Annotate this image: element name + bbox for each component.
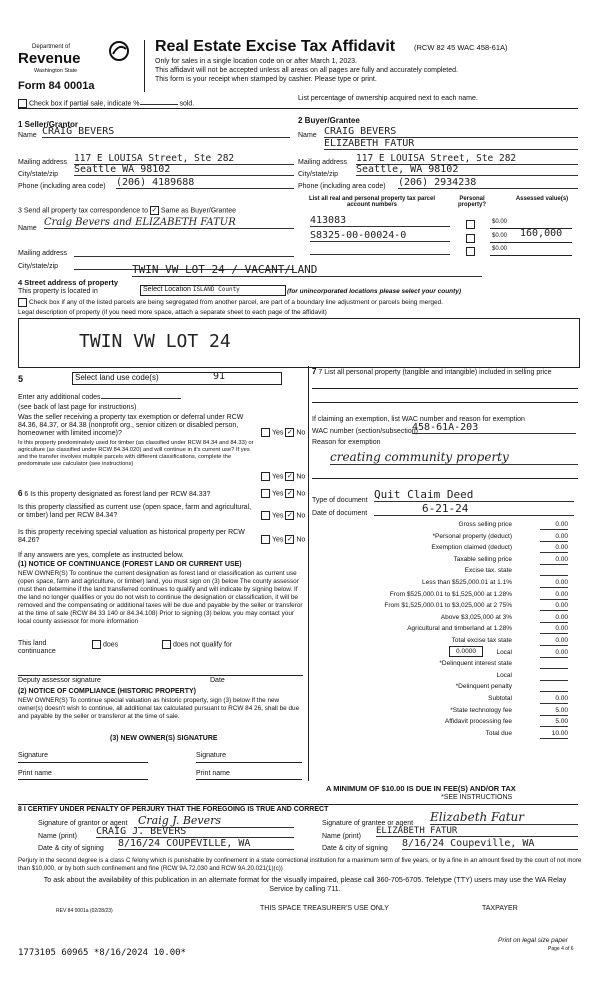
calc-row-value[interactable]: 0.00 <box>540 533 568 542</box>
forest-question: 6 6 Is this property designated as forest land per RCW 84.33? <box>18 489 211 498</box>
owner-print-label-2: Print name <box>196 770 230 777</box>
buyer-heading: 2 Buyer/Grantee <box>298 116 360 125</box>
dept-line1: Department of <box>32 44 71 50</box>
tax-corr-name-field[interactable]: Craig Bevers and ELIZABETH FATUR <box>44 217 294 229</box>
exemption-yes-checkbox[interactable] <box>261 428 270 437</box>
tax-corr-name-label: Name <box>18 225 37 232</box>
calc-row-value[interactable]: 0.00 <box>540 579 568 588</box>
personal-checkbox-1[interactable] <box>466 220 475 229</box>
legal-description-box[interactable] <box>18 318 580 368</box>
owner-signature-label-2: Signature <box>196 752 226 759</box>
doc-date-label: Date of document <box>312 510 368 517</box>
land-use-select[interactable]: Select land use code(s) 91 <box>72 372 282 385</box>
calc-row-value[interactable] <box>540 683 568 692</box>
notice2-text: NEW OWNER(S) To continue special valuation as historic property, sign (3) below If the new owner(s) doesn't wish to continue, all additional tax calculated pursuant to RCW 84 26, shall be due and payable by the seller or transferor at the time of sale. <box>18 697 300 720</box>
calc-row-value[interactable]: 0.00 <box>540 544 568 553</box>
calc-row-label: Less than $525,000.01 at 1.1% <box>422 579 512 586</box>
revision: REV 84 0001a (02/28/23) <box>56 908 113 914</box>
buyer-city-label: City/state/zip <box>298 171 339 178</box>
sec5-num: 5 <box>18 374 24 384</box>
calc-row-label: *Delinquent penalty <box>455 683 512 690</box>
calc-row-value[interactable]: 5.00 <box>540 707 568 716</box>
calc-row-label: Taxable selling price <box>453 556 512 563</box>
grantee-date[interactable]: 8/16/24 Coupeville, WA <box>402 838 578 850</box>
deputy-date-label: Date <box>210 677 225 684</box>
sec7-label: 7 7 List all personal property (tangible and intangible) included in selling price <box>312 367 552 376</box>
calc-row-label: Subtotal <box>488 695 512 702</box>
street-label: 4 Street address of property <box>18 278 119 287</box>
grantee-sig-label: Signature of grantee or agent <box>322 820 414 827</box>
forest-yes-checkbox[interactable] <box>261 489 270 498</box>
calc-row-label: *Delinquent interest state <box>439 660 512 667</box>
treasurer-use: THIS SPACE TREASURER'S USE ONLY <box>260 905 389 912</box>
personal-col-header: Personal property? <box>457 196 486 208</box>
seller-city-field[interactable]: Seattle WA 98102 <box>74 164 294 176</box>
buyer-addr-field[interactable]: 117 E LOUISA Street, Ste 282 <box>356 153 578 165</box>
timber-question: Is this property predominately used for timber (as classified under RCW 84.34 and 84.33) or agriculture (as classified under RCW 84.34.020) and will continue in it's current use? If yes and the transfer involves multiple parcels with different classifications, complete the predominate use calculator (see instructions) <box>18 440 254 467</box>
current-use-yes-no: Yes ✓ No <box>261 511 305 520</box>
grantee-signature[interactable]: Elizabeth Fatur <box>430 810 578 825</box>
segregated-row: Check box if any of the listed parcels are being segregated from another parcel, are part of a boundary line adjustment or parcels being merged. <box>18 298 443 307</box>
parcel-col-header: List all real and personal property tax parcel account numbers <box>308 196 436 208</box>
buyer-phone-field[interactable]: (206) 2934238 <box>398 177 578 189</box>
exempt-label: If claiming an exemption, list WAC number and reason for exemption <box>312 416 525 423</box>
segregated-checkbox[interactable] <box>18 298 27 307</box>
parcel-2[interactable]: S8325-00-00024-0 <box>310 230 450 242</box>
location-select[interactable]: Select Location ISLAND County <box>140 285 286 296</box>
owner-print-label-1: Print name <box>18 770 52 777</box>
grantor-name[interactable]: CRAIG J. BEVERS <box>96 826 294 838</box>
assessed-value-1[interactable]: $0.00 <box>492 219 508 225</box>
notice1-text: NEW OWNER(S) To continue the current designation as forest land or classification as current use (open space, farm and agriculture, or timber) land, you must sign on (3) below The county assessor must then determine if the land transferred continues to qualify and will indicate by signing below. If the land no longer qualifies or you do not wish to continue the designation or classification, it will be removed and the compensating or additional taxes will be due and payable by the seller or transferor at the time of sale (RCW 84 33 140 or 84.34.108) Prior to signing (3) below, you may contact your local county assessor for more information <box>18 570 303 625</box>
tax-corr-row: 3 Send all property tax correspondence to ✓ Same as Buyer/Grantee <box>18 207 237 215</box>
grantee-date-label: Date & city of signing <box>322 845 388 852</box>
wac-field[interactable]: 458-61A-203 <box>412 422 576 434</box>
calc-row-label: Above $3,025,000 at 3% <box>440 614 512 621</box>
same-as-buyer-checkbox[interactable]: ✓ <box>151 207 158 214</box>
calc-row-value[interactable]: 5.00 <box>540 718 568 727</box>
see-back-note: (see back of last page for instructions) <box>18 404 137 411</box>
legal-paper-note: Print on legal size paper <box>498 937 568 944</box>
calc-row-value[interactable] <box>540 660 568 669</box>
perjury-notice: Perjury in the second degree is a class C felony which is punishable by confinement in a state correctional institution for a maximum term of five years, or by a fine in an amount fixed by the court of not more than $10,000, or by both such confinement and fine (RCW 9A.72.030 and RCW 9A.20.021(1)(c)) <box>18 857 582 872</box>
unincorp-note: (for unincorporated locations please select your county) <box>287 288 462 295</box>
historic-yes-no: Yes ✓ No <box>261 535 305 544</box>
calc-row-label: Excise tax. state <box>464 567 512 574</box>
buyer-name-label: Name <box>298 132 317 139</box>
grantee-name[interactable]: ELIZABETH FATUR <box>376 826 578 837</box>
seller-name-field[interactable]: CRAIG BEVERS <box>42 126 290 138</box>
dept-logo-text: Revenue <box>18 50 81 67</box>
revenue-logo-icon <box>108 40 130 64</box>
seller-phone-field[interactable]: (206) 4189688 <box>116 177 294 189</box>
grantee-name-label: Name (print) <box>322 833 361 840</box>
grantor-date[interactable]: 8/16/24 COUPEVILLE, WA <box>118 838 294 850</box>
tax-corr-city-label: City/state/zip <box>18 263 59 270</box>
current-use-yes-checkbox[interactable] <box>261 511 270 520</box>
deputy-signature-label: Deputy assessor signature <box>18 677 101 684</box>
assessed-value-2-handwritten: 160,000 <box>520 228 563 239</box>
legal-description-text: TWIN VW LOT 24 <box>79 331 231 352</box>
calc-row-label: From $1,525,000.01 to $3,025,000 at 2 75% <box>384 602 512 609</box>
calc-row-label: Local <box>496 649 512 656</box>
header-sub2: This affidavit will not be accepted unless all areas on all pages are fully and accurately completed. <box>155 67 458 74</box>
does-not-checkbox[interactable] <box>162 640 171 649</box>
calc-row-value[interactable] <box>540 672 568 681</box>
calc-row-value[interactable]: 0.00 <box>540 556 568 565</box>
parcel-3[interactable] <box>310 254 450 255</box>
calc-row-value[interactable]: 0.00 <box>540 695 568 704</box>
parcel-1[interactable]: 413083 <box>310 215 450 227</box>
exemption-question: Was the seller receiving a property tax exemption or deferral under RCW 84.36, 84.37, or 84.38 (nonprofit org., senior citizen or disabled person, homeowner with limited income)? <box>18 414 244 437</box>
if-any-yes: If any answers are yes, complete as instructed below. <box>18 552 184 559</box>
calc-row-label: Total excise tax state <box>451 637 512 644</box>
doc-type-field[interactable]: Quit Claim Deed <box>374 488 574 502</box>
recording-stamp: 1773105 60965 *8/16/2024 10.00* <box>18 948 186 958</box>
calc-row-label: Exemption claimed (deduct) <box>431 544 512 551</box>
taxpayer-label: TAXPAYER <box>482 905 518 912</box>
calc-row-label: Agricultural and timberland at 1.28% <box>407 625 512 632</box>
calc-row-value[interactable] <box>540 567 568 576</box>
calc-row-value[interactable]: 0.00 <box>540 637 568 646</box>
seller-phone-label: Phone (including area code) <box>18 183 106 190</box>
assessed-value-3[interactable]: $0.00 <box>492 246 508 252</box>
form-number: Form 84 0001a <box>18 80 95 92</box>
dept-line2: Washington State <box>34 68 78 74</box>
exemption-yes-no: Yes ✓ No <box>261 428 305 437</box>
assessed-value-2[interactable]: $0.00 <box>492 233 508 239</box>
see-instructions: *SEE INSTRUCTIONS <box>441 794 513 801</box>
does-not-option: does not qualify for <box>162 640 232 649</box>
calc-row-value[interactable]: 0.00 <box>540 649 568 658</box>
local-rate-box[interactable]: 0.0000 <box>449 646 483 657</box>
notice1-title: (1) NOTICE OF CONTINUANCE (FOREST LAND OR CURRENT USE) <box>18 561 242 568</box>
timber-yes-no: Yes ✓ No <box>261 472 305 481</box>
minimum-notice: A MINIMUM OF $10.00 IS DUE IN FEE(S) AND/OR TAX <box>326 784 516 793</box>
header-sub3: This form is your receipt when stamped by cashier. Please type or print. <box>155 76 377 83</box>
this-land-label: This land continuance <box>18 640 56 655</box>
reason-field[interactable]: creating community property <box>330 450 578 465</box>
historic-no-checkbox[interactable]: ✓ <box>286 536 293 543</box>
grantor-sig-label: Signature of grantor or agent <box>38 820 128 827</box>
calc-row-label: Total due <box>485 730 512 737</box>
owner-signature-label-1: Signature <box>18 752 48 759</box>
forest-no-checkbox[interactable]: ✓ <box>286 490 293 497</box>
additional-codes-label: Enter any additional codes <box>18 394 181 401</box>
calc-row-value[interactable]: 10.00 <box>540 730 568 739</box>
personal-checkbox-2[interactable] <box>466 234 475 243</box>
calc-row-label: From $525,000.01 to $1,525,000 at 1.28% <box>389 591 512 598</box>
partial-sale-checkbox[interactable] <box>18 99 27 108</box>
seller-heading: 1 Seller/Grantor <box>18 120 79 129</box>
header-sub1: Only for sales in a single location code on or after March 1, 2023. <box>155 58 357 65</box>
calc-row-label: Gross selling price <box>458 521 512 528</box>
alt-format-notice: To ask about the availability of this publication in an alternate format for the visually impaired, please call 360-705-6705. Teletype (TTY) users may use the WA Relay Service by calling 711. <box>43 875 567 893</box>
page-number: Page 4 of 6 <box>548 946 574 952</box>
historic-question: Is this property receiving special valuation as historical property per RCW 84.26? <box>18 529 245 544</box>
doc-type-label: Type of document <box>312 497 368 504</box>
current-use-no-checkbox[interactable]: ✓ <box>286 512 293 519</box>
calc-row-label: *Personal property (deduct) <box>432 533 512 540</box>
buyer-city-field[interactable]: Seattle, WA 98102 <box>356 164 578 176</box>
seller-name-row: Name <box>18 132 37 139</box>
calc-row-value[interactable]: 0.00 <box>540 521 568 530</box>
calc-row-value[interactable]: 0.00 <box>540 614 568 623</box>
historic-yes-checkbox[interactable] <box>261 535 270 544</box>
forest-yes-no: Yes ✓ No <box>261 489 305 498</box>
timber-yes-checkbox[interactable] <box>261 472 270 481</box>
tax-corr-addr-label: Mailing address <box>18 250 68 257</box>
legal-label: Legal description of property (if you need more space, attach a separate sheet to each page of the affidavit) <box>18 309 327 316</box>
ownership-note: List percentage of ownership acquired next to each name. <box>298 95 478 102</box>
tax-corr-addr-field[interactable] <box>74 256 294 257</box>
current-use-question: Is this property classified as current use (open space, farm and agricultural, or timber) land per RCW 84.34? <box>18 504 252 519</box>
doc-date-field[interactable]: 6-21-24 <box>374 502 574 516</box>
partial-sale-row: Check box if partial sale, indicate % sold. <box>18 99 194 108</box>
seller-city-label: City/state/zip <box>18 171 59 178</box>
seller-addr-label: Mailing address <box>18 159 68 166</box>
calc-row-value[interactable]: 0.00 <box>540 591 568 600</box>
wac-label: WAC number (section/subsection) <box>312 428 418 435</box>
reason-label: Reason for exemption <box>312 439 381 446</box>
timber-no-checkbox[interactable]: ✓ <box>286 473 293 480</box>
calc-row-value[interactable]: 0.00 <box>540 625 568 634</box>
calc-row-value[interactable]: 0.00 <box>540 602 568 611</box>
form-rcw: (RCW 82 45 WAC 458-61A) <box>414 43 508 52</box>
calc-row-label: Affidavit processing fee <box>444 718 512 725</box>
grantor-date-label: Date & city of signing <box>38 845 104 852</box>
calc-row-label: *State technology fee <box>450 707 512 714</box>
calc-row-label: Local <box>496 672 512 679</box>
certify-statement: 8 I CERTIFY UNDER PENALTY OF PERJURY THAT THE FOREGOING IS TRUE AND CORRECT <box>18 806 329 813</box>
located-label: This property is located in <box>18 288 98 295</box>
buyer-addr-label: Mailing address <box>298 159 348 166</box>
buyer-name1-field[interactable]: CRAIG BEVERS <box>324 126 578 138</box>
grantor-signature[interactable]: Craig J. Bevers <box>138 814 294 828</box>
assessed-col-header: Assessed value(s) <box>515 196 569 202</box>
form-title: Real Estate Excise Tax Affidavit <box>155 38 396 55</box>
buyer-name2-field[interactable]: ELIZABETH FATUR <box>324 138 578 150</box>
notice2-title: (2) NOTICE OF COMPLIANCE (HISTORIC PROPERTY) <box>18 688 196 695</box>
buyer-phone-label: Phone (including area code) <box>298 183 386 190</box>
street-field[interactable]: TWIN VW LOT 24 / VACANT/LAND <box>132 263 482 277</box>
notice3-title: (3) NEW OWNER(S) SIGNATURE <box>110 735 218 742</box>
does-option: does <box>92 640 118 649</box>
seller-addr-field[interactable]: 117 E LOUISA Street, Ste 282 <box>74 153 294 165</box>
personal-checkbox-3[interactable] <box>466 247 475 256</box>
does-checkbox[interactable] <box>92 640 101 649</box>
exemption-no-checkbox[interactable]: ✓ <box>286 429 293 436</box>
grantor-name-label: Name (print) <box>38 833 77 840</box>
